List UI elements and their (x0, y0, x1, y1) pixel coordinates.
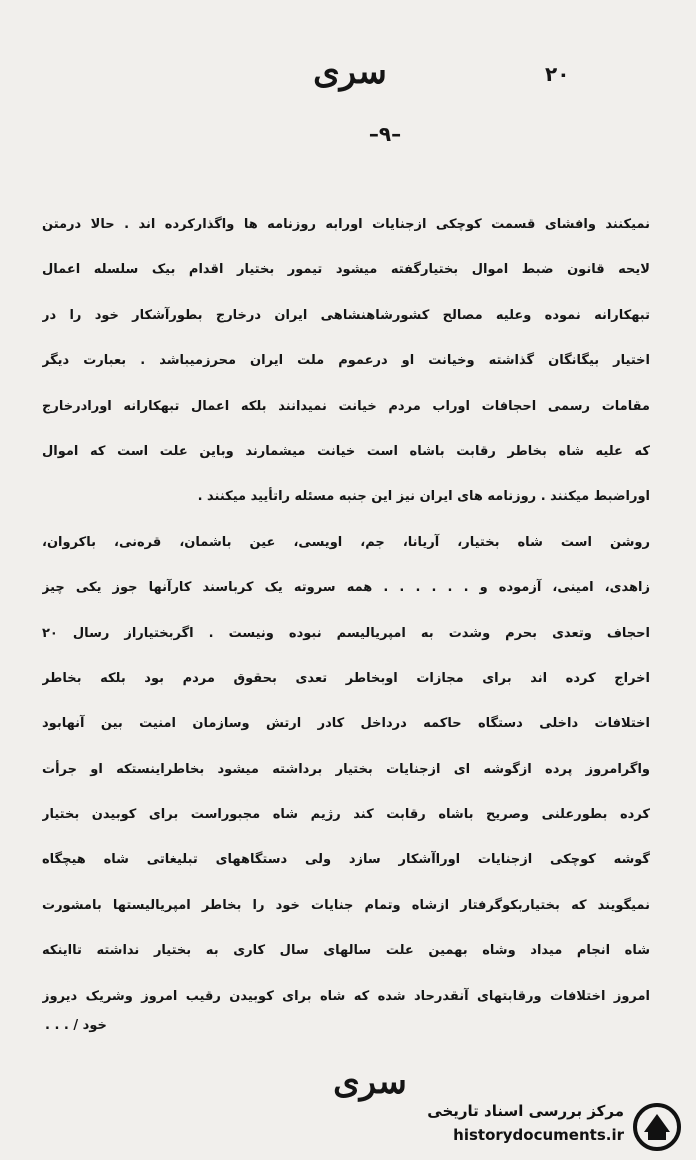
archive-logo-icon (632, 1102, 682, 1152)
body-line: نمیگویند که بختیاربکوگرفتار ازشاه وتمام جنایات خود را بخاطر امپریالیستها بامشورت (42, 897, 650, 913)
body-line: احجاف وتعدی بحرم وشدت به امپریالیسم نبوده ونیست . اگربختیاراز رسال ۲۰ (42, 625, 650, 641)
body-line: واگرامروز پرده ازگوشه ای ازجنایات بختیار برداشته میشود بخاطراینستکه او جرأت (42, 761, 650, 777)
section-marker: –۹– (368, 122, 402, 146)
watermark-url: historydocuments.ir (453, 1126, 624, 1144)
body-line: گوشه کوچکی ازجنایات اوراآشکار سازد ولی دستگاههای تبلیغاتی شاه هیچگاه (42, 852, 650, 868)
body-line: اختلافات داخلی دستگاه حاکمه درداخل کادر ارتش وسازمان امنیت بین آنهابود (42, 716, 650, 732)
body-line: تبهکارانه نموده وعلیه مصالح کشورشاهنشاهی ایران درخارج بطورآشکار خود را در (42, 307, 650, 323)
classification-header: سری (313, 52, 387, 92)
body-line: اوراضبط میکنند . روزنامه های ایران نیز این جنبه مسئله راتأیید میکنند . (197, 489, 650, 505)
classification-footer: سری (333, 1062, 407, 1102)
body-line: نمیکنند وافشای قسمت کوچکی ازجنایات اورابه روزنامه ها واگذارکرده اند . حالا درمتن (42, 217, 650, 232)
body-line: مقامات رسمی احجافات اوراب مردم خیانت نمیدانند بلکه اعمال تبهکارانه اورادرخارج (42, 398, 650, 414)
page-number: ۲۰ (545, 62, 570, 86)
body-line: لایحه قانون ضبط اموال بختیارگفته میشود تیمور بختیار اقدام بیک سلسله اعمال (42, 262, 650, 278)
body-text (42, 202, 650, 1019)
body-line: شاه انجام میداد وشاه بهمین علت سالهای سال کاری به بختیار نداشته تااینکه (42, 943, 650, 959)
body-line: اختیار بیگانگان گذاشته وخیانت او درعموم ملت ایران محرزمیباشد . بعبارت دیگر (42, 353, 650, 369)
watermark (412, 1096, 682, 1156)
body-line: که علیه شاه بخاطر رقابت باشاه است خیانت میشمارند وباین علت است که اموال (42, 443, 650, 459)
body-line: زاهدی، امینی، آزموده و . . . . . . همه سروته یک کرباسند کارآنها جوز یکی چیز (42, 580, 650, 596)
body-line: کرده بطورعلنی وصریح باشاه رقابت کند رژیم شاه مجبوراست برای کوبیدن بختیار (42, 807, 650, 823)
body-line: امروز اختلافات ورقابتهای آنقدرحاد شده که شاه برای کوبیدن رقیب امروز وشریک دیروز (42, 988, 650, 1004)
body-line: روشن است شاه بختیار، آریانا، جم، اویسی، عین باشمان، قره‌نی، باکروان، (42, 534, 650, 550)
continuation-mark: خود / . . . (45, 1018, 107, 1033)
body-line: اخراج کرده اند برای مجازات اوبخاطر تعدی بحقوق مردم بود بلکه بخاطر (42, 670, 650, 686)
watermark-name: مرکز بررسی اسناد تاریخی (427, 1102, 624, 1120)
